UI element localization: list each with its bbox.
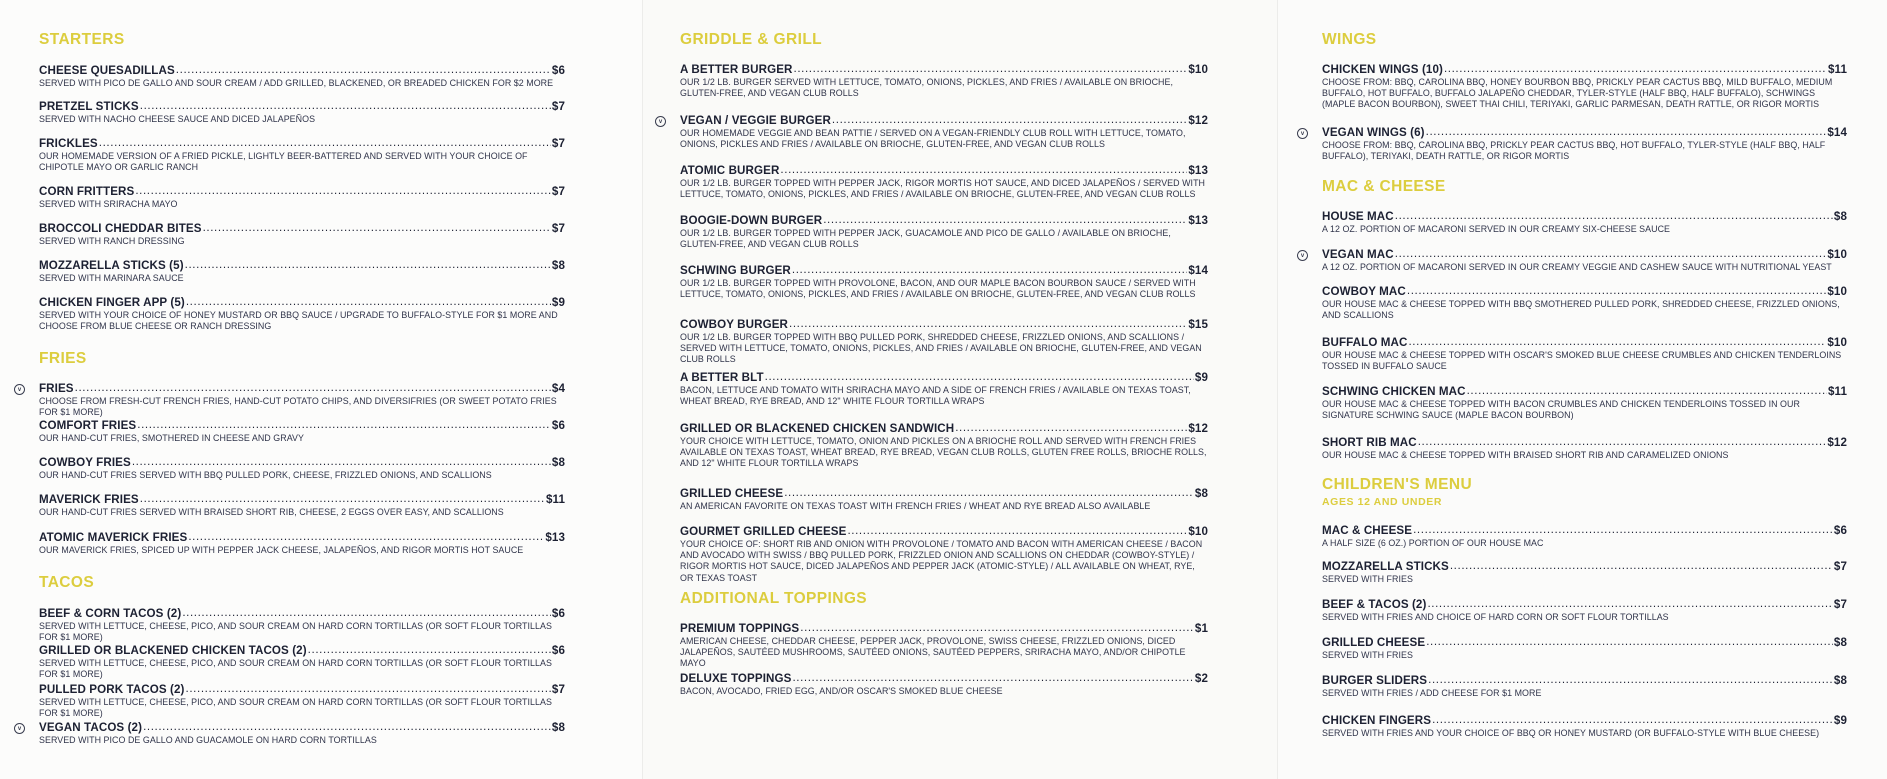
menu-item-description: OUR HOMEMADE VEGGIE AND BEAN PATTIE / SERVED ON A VEGAN-FRIENDLY CLUB ROLL WITH LETTUCE, TOMATO, ONIONS, PICKLES AND FRIES / AVAILABLE ON BRIOCHE, GLUTEN-FREE, AND VEGAN CLUB ROLLS — [680, 128, 1186, 150]
menu-item-line — [39, 721, 565, 734]
dot-leader — [186, 296, 551, 306]
menu-item-description: AMERICAN CHEESE, CHEDDAR CHEESE, PEPPER JACK, PROVOLONE, SWISS CHEESE, FRIZZLED ONIONS, DICED JALAPEÑOS, SAUTÉED MUSHROOMS, SAUTÉED ONIONS, SAUTÉED PEPPERS, SRIRACHA MAYO, AND/OR CHIPOTLE MAYO — [680, 636, 1186, 669]
menu-item-price: $8 — [551, 721, 565, 734]
menu-item-price: $11 — [1827, 63, 1847, 76]
menu-item — [680, 487, 1208, 512]
menu-item — [1322, 285, 1847, 321]
menu-item-description: SERVED WITH MARINARA SAUCE — [39, 273, 184, 283]
menu-item-name: CHICKEN FINGER APP (5) — [39, 296, 185, 309]
section-title-additional-toppings: ADDITIONAL TOPPINGS — [680, 590, 868, 607]
menu-item-name: VEGAN WINGS (6) — [1322, 126, 1425, 139]
menu-item — [39, 683, 565, 719]
menu-item-description: SERVED WITH SRIRACHA MAYO — [39, 199, 178, 209]
menu-item-name: SCHWING CHICKEN MAC — [1322, 385, 1466, 398]
dot-leader — [1444, 63, 1827, 73]
menu-item-line — [39, 185, 565, 198]
menu-item-description: SERVED WITH LETTUCE, CHEESE, PICO, AND SOUR CREAM ON HARD CORN TORTILLAS (OR SOFT FLOUR TORTILLAS FOR $1 MORE) — [39, 697, 552, 719]
menu-item-price: $14 — [1188, 264, 1208, 277]
menu-item-price: $9 — [1833, 714, 1847, 727]
vegan-circle-v-icon: v — [14, 384, 25, 395]
menu-item — [39, 531, 565, 556]
menu-item-price: $8 — [551, 259, 565, 272]
menu-item-price: $2 — [1194, 672, 1208, 685]
menu-item-line — [39, 456, 565, 469]
menu-item — [1322, 674, 1847, 699]
vegan-circle-v-icon: v — [655, 116, 666, 127]
menu-item — [1322, 436, 1847, 461]
dot-leader — [823, 214, 1187, 224]
dot-leader — [75, 382, 551, 392]
section-title-starters: STARTERS — [39, 31, 125, 48]
menu-item-line — [680, 164, 1208, 177]
fold-line — [1277, 0, 1278, 779]
menu-item-name: CHEESE QUESADILLAS — [39, 64, 175, 77]
menu-item-line — [1322, 126, 1847, 139]
menu-item-price: $14 — [1827, 126, 1847, 139]
menu-item-name: BOOGIE-DOWN BURGER — [680, 214, 823, 227]
menu-item-line — [39, 644, 565, 657]
menu-item-name: CHICKEN WINGS (10) — [1322, 63, 1443, 76]
dot-leader — [789, 318, 1187, 328]
menu-item-name: ATOMIC MAVERICK FRIES — [39, 531, 188, 544]
menu-item-line — [1322, 336, 1847, 349]
dot-leader — [143, 721, 551, 731]
section-title-childrens-menu: CHILDREN'S MENU — [1322, 476, 1473, 493]
menu-item-name: MOZZARELLA STICKS (5) — [39, 259, 184, 272]
menu-item-price: $4 — [551, 382, 565, 395]
menu-item-description: AN AMERICAN FAVORITE ON TEXAS TOAST WITH FRENCH FRIES / WHEAT AND RYE BREAD ALSO AVAILABLE — [680, 501, 1151, 511]
menu-item-line — [39, 259, 565, 272]
menu-item — [39, 100, 565, 125]
menu-item-description: SERVED WITH LETTUCE, CHEESE, PICO, AND SOUR CREAM ON HARD CORN TORTILLAS (OR SOFT FLOUR TORTILLAS FOR $1 MORE) — [39, 621, 552, 643]
menu-item-description: CHOOSE FROM: BBQ, CAROLINA BBQ, HONEY BOURBON BBQ, PRICKLY PEAR CACTUS BBQ, MILD BUFFALO, MEDIUM BUFFALO, HOT BUFFALO, BUFFALO JALAPEÑO CHEDDAR, TYLER-STYLE (HALF BBQ, HALF BUFFALO), SCHWINGS (MAPLE BACON BOURBON), SWEET THAI CHILI, TERIYAKI, GARLIC PARMESAN, DEATH RATTLE, OR RIGOR MORTIS — [1322, 77, 1833, 110]
menu-item-name: CORN FRITTERS — [39, 185, 135, 198]
menu-item-line — [1322, 436, 1847, 449]
menu-item — [680, 371, 1208, 407]
menu-item — [680, 672, 1208, 697]
menu-item-price: $7 — [551, 222, 565, 235]
menu-item — [1322, 636, 1847, 661]
menu-item-description: CHOOSE FROM FRESH-CUT FRENCH FRIES, HAND-CUT POTATO CHIPS, AND DIVERSIFRIES (OR SWEET POTATO FRIES FOR $1 MORE) — [39, 396, 557, 418]
menu-item-description: YOUR CHOICE OF: SHORT RIB AND ONION WITH PROVOLONE / TOMATO AND BACON WITH AMERICAN CHEESE / BACON AND AVOCADO WITH SWISS / BBQ PULLED PORK, FRIZZLED ONION AND SCALLIONS ON CHEDDAR (COWBOY-STYLE) / RIGOR MORTIS HOT SAUCE, DICED JALAPEÑOS AND PEPPER JACK (ATOMIC-STYLE) / ALL AVAILABLE ON WHEAT, RYE, OR TEXAS TOAST — [680, 539, 1203, 583]
menu-item-description: SERVED WITH PICO DE GALLO AND SOUR CREAM / ADD GRILLED, BLACKENED, OR BREADED CHICKEN FOR $2 MORE — [39, 78, 554, 88]
menu-item-name: GRILLED CHEESE — [1322, 636, 1426, 649]
menu-item-description: CHOOSE FROM: BBQ, CAROLINA BBQ, PRICKLY PEAR CACTUS BBQ, HOT BUFFALO, TYLER-STYLE (HALF BBQ, HALF BUFFALO), TERIYAKI, DEATH RATTLE, OR RIGOR MORTIS — [1322, 140, 1826, 162]
dot-leader — [955, 422, 1187, 432]
menu-item — [1322, 560, 1847, 585]
menu-item-line — [39, 607, 565, 620]
dot-leader — [1407, 285, 1826, 295]
menu-item-description: OUR MAVERICK FRIES, SPICED UP WITH PEPPER JACK CHEESE, JALAPEÑOS, AND RIGOR MORTIS HOT SAUCE — [39, 545, 524, 555]
dot-leader — [784, 487, 1194, 497]
menu-item-description: YOUR CHOICE WITH LETTUCE, TOMATO, ONION AND PICKLES ON A BRIOCHE ROLL AND SERVED WITH FRENCH FRIES AVAILABLE ON TEXAS TOAST, WHEAT BREAD, RYE BREAD, VEGAN CLUB ROLLS, GLUTEN FREE ROLLS, BRIOCHE ROLLS, AND 12" WHITE FLOUR TORTILLA WRAPS — [680, 436, 1207, 469]
menu-item-name: HOUSE MAC — [1322, 210, 1394, 223]
menu-item-line — [680, 422, 1208, 435]
menu-item — [1322, 524, 1847, 549]
menu-item-name: A BETTER BURGER — [680, 63, 793, 76]
dot-leader — [140, 100, 551, 110]
dot-leader — [1418, 436, 1827, 446]
menu-item-price: $7 — [551, 683, 565, 696]
menu-item-price: $7 — [1833, 560, 1847, 573]
menu-item — [39, 644, 565, 680]
menu-item-line — [680, 487, 1208, 500]
menu-item-name: COWBOY MAC — [1322, 285, 1406, 298]
menu-item-name: SCHWING BURGER — [680, 264, 791, 277]
menu-item-name: DELUXE TOPPINGS — [680, 672, 792, 685]
section-title-mac-cheese: MAC & CHEESE — [1322, 178, 1446, 195]
menu-item — [39, 721, 565, 746]
menu-item — [39, 259, 565, 284]
menu-item — [1322, 714, 1847, 739]
menu-item-line — [680, 371, 1208, 384]
menu-item-description: OUR 1/2 LB. BURGER TOPPED WITH BBQ PULLED PORK, SHREDDED CHEESE, FRIZZLED ONIONS, AND SCALLIONS / SERVED WITH LETTUCE, TOMATO, ONIONS, PICKLES, AND FRIES / AVAILABLE ON BRIOCHE, GLUTEN-FREE, AND VEGAN CLUB ROLLS — [680, 332, 1202, 365]
menu-item-name: GOURMET GRILLED CHEESE — [680, 525, 847, 538]
menu-item-price: $9 — [1194, 371, 1208, 384]
menu-item-price: $13 — [1188, 164, 1208, 177]
menu-item-line — [39, 100, 565, 113]
menu-item-price: $6 — [551, 644, 565, 657]
menu-item-name: CHICKEN FINGERS — [1322, 714, 1432, 727]
menu-item-description: OUR 1/2 LB. BURGER SERVED WITH LETTUCE, TOMATO, ONIONS, PICKLES, AND FRIES / AVAILABLE ON BRIOCHE, GLUTEN-FREE, AND VEGAN CLUB ROLLS — [680, 77, 1173, 99]
menu-item-description: A 12 OZ. PORTION OF MACARONI SERVED IN OUR CREAMY SIX-CHEESE SAUCE — [1322, 224, 1671, 234]
menu-item-line — [1322, 524, 1847, 537]
menu-item-description: OUR HAND-CUT FRIES, SMOTHERED IN CHEESE AND GRAVY — [39, 433, 304, 443]
menu-item-price: $10 — [1188, 525, 1208, 538]
menu-item-description: A HALF SIZE (6 OZ.) PORTION OF OUR HOUSE MAC — [1322, 538, 1544, 548]
menu-item-description: OUR 1/2 LB. BURGER TOPPED WITH PEPPER JACK, GUACAMOLE AND PICO DE GALLO / AVAILABLE ON BRIOCHE, GLUTEN-FREE, AND VEGAN CLUB ROLLS — [680, 228, 1171, 250]
menu-item-price: $10 — [1188, 63, 1208, 76]
menu-item-description: SERVED WITH PICO DE GALLO AND GUACAMOLE ON HARD CORN TORTILLAS — [39, 735, 377, 745]
menu-item-price: $13 — [1188, 214, 1208, 227]
menu-item-name: FRIES — [39, 382, 74, 395]
dot-leader — [1450, 560, 1833, 570]
menu-item-line — [1322, 285, 1847, 298]
menu-item-description: OUR 1/2 LB. BURGER TOPPED WITH PEPPER JACK, RIGOR MORTIS HOT SAUCE, AND DICED JALAPEÑOS / SERVED WITH LETTUCE, TOMATO, ONIONS, PICKLES, AND FRIES / AVAILABLE ON BRIOCHE, GLUTEN-FREE, AND VEGAN CLUB ROLLS — [680, 178, 1205, 200]
dot-leader — [132, 456, 551, 466]
menu-item-name: MAVERICK FRIES — [39, 493, 139, 506]
menu-item-price: $8 — [551, 456, 565, 469]
menu-item — [39, 382, 565, 418]
dot-leader — [137, 419, 551, 429]
menu-item — [1322, 248, 1847, 273]
menu-item-line — [680, 622, 1208, 635]
menu-item-description: SERVED WITH FRIES — [1322, 650, 1413, 660]
menu-item — [680, 114, 1208, 150]
menu-item — [1322, 63, 1847, 111]
menu-item-line — [680, 672, 1208, 685]
menu-item — [39, 296, 565, 332]
menu-item-description: OUR HOUSE MAC & CHEESE TOPPED WITH BACON CRUMBLES AND CHICKEN TENDERLOINS TOSSED IN OUR SIGNATURE SCHWING SAUCE (MAPLE BACON BOURBON) — [1322, 399, 1800, 421]
menu-item — [1322, 336, 1847, 372]
menu-item-description: SERVED WITH FRIES / ADD CHEESE FOR $1 MORE — [1322, 688, 1542, 698]
menu-item-price: $8 — [1194, 487, 1208, 500]
menu-item-line — [680, 264, 1208, 277]
menu-item-price: $11 — [1827, 385, 1847, 398]
menu-item-line — [39, 222, 565, 235]
dot-leader — [765, 371, 1194, 381]
menu-item — [39, 419, 565, 444]
menu-item — [39, 607, 565, 643]
menu-item-price: $10 — [1827, 285, 1847, 298]
menu-item-name: PULLED PORK TACOS (2) — [39, 683, 185, 696]
menu-item-price: $7 — [551, 185, 565, 198]
menu-item-description: OUR HAND-CUT FRIES SERVED WITH BBQ PULLED PORK, CHEESE, FRIZZLED ONIONS, AND SCALLIONS — [39, 470, 492, 480]
menu-item-price: $15 — [1188, 318, 1208, 331]
menu-item — [1322, 598, 1847, 623]
menu-item — [680, 318, 1208, 366]
menu-item-description: BACON, AVOCADO, FRIED EGG, AND/OR OSCAR'S SMOKED BLUE CHEESE — [680, 686, 1003, 696]
menu-item — [39, 456, 565, 481]
menu-item-name: FRICKLES — [39, 137, 98, 150]
dot-leader — [832, 114, 1187, 124]
menu-item — [39, 137, 565, 173]
dot-leader — [800, 622, 1194, 632]
dot-leader — [1408, 336, 1826, 346]
menu-item-name: BROCCOLI CHEDDAR BITES — [39, 222, 202, 235]
menu-item-name: SHORT RIB MAC — [1322, 436, 1417, 449]
dot-leader — [182, 607, 551, 617]
menu-item-description: A 12 OZ. PORTION OF MACARONI SERVED IN OUR CREAMY VEGGIE AND CASHEW SAUCE WITH NUTRITIONAL YEAST — [1322, 262, 1832, 272]
menu-item-price: $8 — [1833, 210, 1847, 223]
dot-leader — [176, 64, 551, 74]
menu-item-name: VEGAN / VEGGIE BURGER — [680, 114, 831, 127]
menu-item-line — [680, 525, 1208, 538]
menu-item-description: OUR HAND-CUT FRIES SERVED WITH BRAISED SHORT RIB, CHEESE, 2 EGGS OVER EASY, AND SCALLIONS — [39, 507, 504, 517]
menu-item-price: $7 — [551, 100, 565, 113]
dot-leader — [780, 164, 1187, 174]
menu-item-name: BUFFALO MAC — [1322, 336, 1408, 349]
section-subtitle-ages: AGES 12 AND UNDER — [1322, 496, 1443, 508]
menu-item-description: OUR HOUSE MAC & CHEESE TOPPED WITH BRAISED SHORT RIB AND CARAMELIZED ONIONS — [1322, 450, 1729, 460]
menu-item-name: PREMIUM TOPPINGS — [680, 622, 800, 635]
menu-item-name: GRILLED CHEESE — [680, 487, 784, 500]
menu-item-line — [680, 63, 1208, 76]
dot-leader — [1413, 524, 1833, 534]
menu-item-description: OUR HOUSE MAC & CHEESE TOPPED WITH BBQ SMOTHERED PULLED PORK, SHREDDED CHEESE, FRIZZLED ONIONS, AND SCALLIONS — [1322, 299, 1840, 321]
menu-item-line — [39, 296, 565, 309]
menu-item-name: BEEF & TACOS (2) — [1322, 598, 1427, 611]
dot-leader — [203, 222, 551, 232]
dot-leader — [1395, 210, 1833, 220]
dot-leader — [135, 185, 551, 195]
menu-item-line — [39, 419, 565, 432]
fold-line — [642, 0, 643, 779]
menu-item-price: $7 — [1833, 598, 1847, 611]
menu-item-line — [680, 114, 1208, 127]
menu-item-line — [39, 493, 565, 506]
menu-item-price: $12 — [1188, 114, 1208, 127]
section-title-tacos: TACOS — [39, 574, 95, 591]
dot-leader — [186, 683, 551, 693]
menu-item-line — [39, 137, 565, 150]
menu-item — [680, 422, 1208, 470]
menu-item-price: $9 — [551, 296, 565, 309]
section-title-wings: WINGS — [1322, 31, 1377, 48]
menu-item-price: $6 — [551, 419, 565, 432]
menu-item-description: SERVED WITH NACHO CHEESE SAUCE AND DICED JALAPEÑOS — [39, 114, 316, 124]
menu-item-price: $7 — [551, 137, 565, 150]
menu-item-description: SERVED WITH FRIES — [1322, 574, 1413, 584]
menu-item-line — [1322, 674, 1847, 687]
section-title-griddle-grill: GRIDDLE & GRILL — [680, 31, 823, 48]
menu-item-line — [39, 64, 565, 77]
menu-item-price: $6 — [551, 64, 565, 77]
section-title-fries: FRIES — [39, 350, 87, 367]
menu-item — [39, 222, 565, 247]
menu-item-line — [1322, 385, 1847, 398]
menu-item-price: $12 — [1188, 422, 1208, 435]
menu-item — [680, 622, 1208, 670]
menu-item — [680, 164, 1208, 200]
menu-item-description: OUR HOMEMADE VERSION OF A FRIED PICKLE, LIGHTLY BEER-BATTERED AND SERVED WITH YOUR CHOICE OF CHIPOTLE MAYO OR GARLIC RANCH — [39, 151, 528, 173]
menu-item-name: COMFORT FRIES — [39, 419, 137, 432]
menu-item-price: $10 — [1827, 248, 1847, 261]
menu-item-name: PRETZEL STICKS — [39, 100, 139, 113]
menu-item-line — [1322, 560, 1847, 573]
vegan-circle-v-icon: v — [1297, 128, 1308, 139]
menu-item-name: MOZZARELLA STICKS — [1322, 560, 1449, 573]
menu-item-line — [1322, 714, 1847, 727]
menu-item-description: OUR 1/2 LB. BURGER TOPPED WITH PROVOLONE, BACON, AND OUR MAPLE BACON BOURBON SAUCE / SERVED WITH LETTUCE, TOMATO, ONIONS, PICKLES, AND FRIES / AVAILABLE ON BRIOCHE, GLUTEN-FREE, AND VEGAN CLUB ROLLS — [680, 278, 1196, 300]
menu-item-name: VEGAN TACOS (2) — [39, 721, 143, 734]
menu-item-name: COWBOY FRIES — [39, 456, 131, 469]
menu-item-name: BURGER SLIDERS — [1322, 674, 1428, 687]
menu-item-name: ATOMIC BURGER — [680, 164, 780, 177]
dot-leader — [792, 264, 1187, 274]
menu-item-price: $13 — [545, 531, 565, 544]
menu-item-line — [680, 318, 1208, 331]
menu-item-description: OUR HOUSE MAC & CHEESE TOPPED WITH OSCAR'S SMOKED BLUE CHEESE CRUMBLES AND CHICKEN TENDERLOINS TOSSED IN BUFFALO SAUCE — [1322, 350, 1842, 372]
menu-item-line — [1322, 598, 1847, 611]
menu-item-description: SERVED WITH LETTUCE, CHEESE, PICO, AND SOUR CREAM ON HARD CORN TORTILLAS (OR SOFT FLOUR TORTILLAS FOR $1 MORE) — [39, 658, 552, 680]
menu-item — [39, 64, 565, 89]
dot-leader — [308, 644, 551, 654]
dot-leader — [185, 259, 551, 269]
menu-item-description: SERVED WITH FRIES AND CHOICE OF HARD CORN OR SOFT FLOUR TORTILLAS — [1322, 612, 1669, 622]
dot-leader — [1395, 248, 1827, 258]
dot-leader — [1426, 636, 1833, 646]
menu-item-name: GRILLED OR BLACKENED CHICKEN TACOS (2) — [39, 644, 307, 657]
vegan-circle-v-icon: v — [1297, 250, 1308, 261]
dot-leader — [847, 525, 1187, 535]
dot-leader — [1467, 385, 1827, 395]
menu-item-price: $6 — [1833, 524, 1847, 537]
menu-item-line — [1322, 210, 1847, 223]
menu-item-price: $11 — [545, 493, 565, 506]
menu-item — [1322, 126, 1847, 162]
menu-item — [680, 63, 1208, 99]
menu-item-line — [39, 382, 565, 395]
dot-leader — [792, 672, 1193, 682]
menu-item-line — [1322, 636, 1847, 649]
menu-item-price: $6 — [551, 607, 565, 620]
menu-item — [39, 493, 565, 518]
menu-item-description: SERVED WITH YOUR CHOICE OF HONEY MUSTARD OR BBQ SAUCE / UPGRADE TO BUFFALO-STYLE FOR $1 MORE AND CHOOSE FROM BLUE CHEESE OR RANCH DRESSING — [39, 310, 558, 332]
dot-leader — [794, 63, 1188, 73]
menu-item-price: $8 — [1833, 674, 1847, 687]
menu-item-name: MAC & CHEESE — [1322, 524, 1413, 537]
menu-item-name: GRILLED OR BLACKENED CHICKEN SANDWICH — [680, 422, 955, 435]
dot-leader — [1432, 714, 1833, 724]
menu-item-name: A BETTER BLT — [680, 371, 764, 384]
menu-item-line — [39, 683, 565, 696]
dot-leader — [188, 531, 544, 541]
dot-leader — [1427, 598, 1832, 608]
vegan-circle-v-icon: v — [14, 723, 25, 734]
menu-item-description: BACON, LETTUCE AND TOMATO WITH SRIRACHA MAYO AND A SIDE OF FRENCH FRIES / AVAILABLE ON TEXAS TOAST, WHEAT BREAD, RYE BREAD, AND 12" WHITE FLOUR TORTILLA WRAPS — [680, 385, 1191, 407]
menu-item — [680, 214, 1208, 250]
menu-item-price: $12 — [1827, 436, 1847, 449]
menu-item — [680, 264, 1208, 300]
menu-item — [1322, 210, 1847, 235]
dot-leader — [1426, 126, 1827, 136]
menu-item-price: $8 — [1833, 636, 1847, 649]
menu-item-name: COWBOY BURGER — [680, 318, 789, 331]
menu-item-description: SERVED WITH RANCH DRESSING — [39, 236, 185, 246]
dot-leader — [140, 493, 545, 503]
menu-item-line — [1322, 248, 1847, 261]
menu-item-line — [680, 214, 1208, 227]
menu-item — [680, 525, 1208, 584]
menu-item — [39, 185, 565, 210]
menu-item-description: SERVED WITH FRIES AND YOUR CHOICE OF BBQ OR HONEY MUSTARD (OR BUFFALO-STYLE WITH BLUE CHEESE) — [1322, 728, 1820, 738]
menu-item-price: $1 — [1194, 622, 1208, 635]
menu-item-name: VEGAN MAC — [1322, 248, 1394, 261]
menu-item — [1322, 385, 1847, 421]
dot-leader — [99, 137, 551, 147]
menu-item-price: $10 — [1827, 336, 1847, 349]
menu-item-line — [39, 531, 565, 544]
menu-item-name: BEEF & CORN TACOS (2) — [39, 607, 182, 620]
menu-item-line — [1322, 63, 1847, 76]
dot-leader — [1428, 674, 1833, 684]
